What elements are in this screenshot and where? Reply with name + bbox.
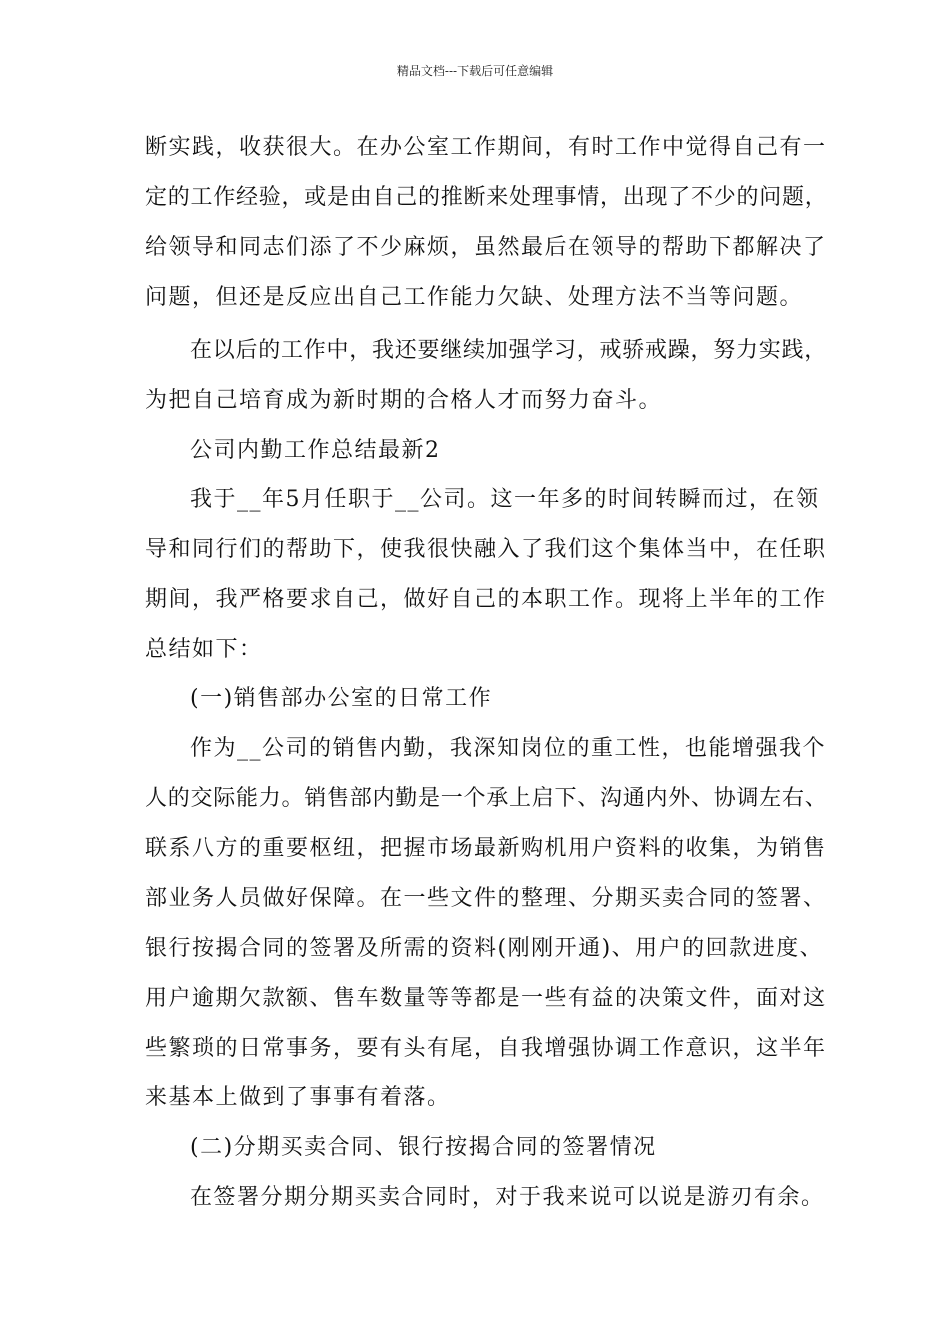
paragraph-line: 断实践，收获很大。在办公室工作期间，有时工作中觉得自己有一 (145, 135, 827, 160)
paragraph-line: 来基本上做到了事事有着落。 (145, 1085, 451, 1110)
paragraph-line: 我于__年5月任职于__公司。这一年多的时间转瞬而过，在领 (190, 487, 820, 512)
page-header: 精品文档---下载后可任意编辑 (396, 64, 554, 78)
paragraph-line: 在以后的工作中，我还要继续加强学习，戒骄戒躁，努力实践， (190, 338, 828, 363)
paragraph-line: 导和同行们的帮助下，使我很快融入了我们这个集体当中，在任职 (145, 537, 827, 562)
section-heading: 公司内勤工作总结最新2 (190, 438, 441, 463)
paragraph-line: 银行按揭合同的签署及所需的资料(刚刚开通)、用户的回款进度、 (145, 936, 824, 961)
paragraph-line: 人的交际能力。销售部内勤是一个承上启下、沟通内外、协调左右、 (145, 786, 828, 811)
paragraph-line: 作为__公司的销售内勤，我深知岗位的重工性，也能增强我个 (190, 736, 827, 761)
paragraph-line: 在签署分期分期买卖合同时，对于我来说可以说是游刃有余。 (190, 1185, 825, 1210)
paragraph-line: 给领导和同志们添了不少麻烦，虽然最后在领导的帮助下都解决了 (145, 235, 827, 260)
subsection-heading: (二)分期买卖合同、银行按揭合同的签署情况 (190, 1135, 657, 1160)
paragraph-line: 定的工作经验，或是由自己的推断来处理事情，出现了不少的问题， (145, 185, 828, 210)
paragraph-line: 部业务人员做好保障。在一些文件的整理、分期买卖合同的签署、 (145, 886, 827, 911)
paragraph-line: 期间，我严格要求自己，做好自己的本职工作。现将上半年的工作 (145, 587, 827, 612)
paragraph-line: 问题，但还是反应出自己工作能力欠缺、处理方法不当等问题。 (145, 285, 804, 310)
paragraph-line: 用户逾期欠款额、售车数量等等都是一些有益的决策文件，面对这 (145, 986, 827, 1011)
subsection-heading: (一)销售部办公室的日常工作 (190, 686, 493, 711)
paragraph-line: 总结如下： (145, 637, 263, 662)
paragraph-line: 为把自己培育成为新时期的合格人才而努力奋斗。 (145, 388, 663, 413)
paragraph-line: 些繁琐的日常事务，要有头有尾，自我增强协调工作意识，这半年 (145, 1036, 827, 1061)
paragraph-line: 联系八方的重要枢纽，把握市场最新购机用户资料的收集，为销售 (145, 836, 827, 861)
